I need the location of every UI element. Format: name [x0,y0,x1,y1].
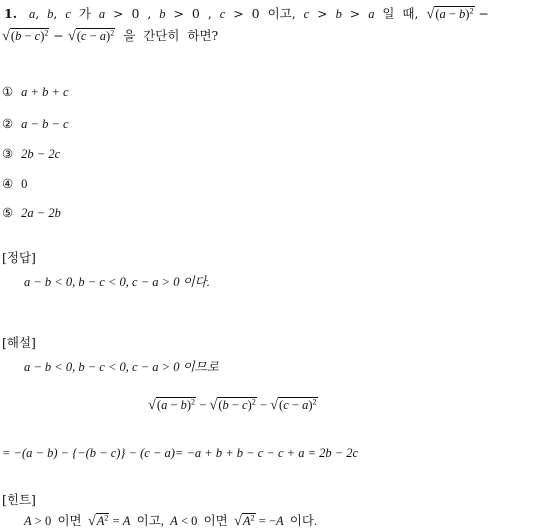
choice-text: a + b + c [21,85,69,99]
explanation-line1: a − b < 0, b − c < 0, c − a > 0 이므로 [24,360,219,374]
choice-5[interactable] [2,205,61,221]
choice-text: 0 [21,177,28,191]
hint-body: A > 0 이면 $√A^2 = A$ 이고, A < 0 이면 $√A^2 = -A$ 이다. [24,513,318,529]
choice-marker: ② [2,116,14,131]
explanation-equation: = −(a − b) − {−(b − c)} − (c − a)= −a + b + b − c − c + a = 2b − 2c [2,446,359,460]
explanation-display-expression: $√(a - b)^2 - √(b - c)^2 - √(c - a)^2$ [148,397,317,413]
choice-4[interactable] [2,176,27,192]
explanation-heading: [해설] [2,335,36,350]
answer-body: a − b < 0, b − c < 0, c − a > 0 이다. [24,275,210,289]
choice-marker: ⑤ [2,205,14,220]
answer-heading: [정답] [2,250,36,265]
hint-heading: [힌트] [2,492,36,507]
question-stem-line2: $√(b - c)^2 - √(c - a)^2$ 을 간단히 하면? [2,28,219,44]
choice-2[interactable] [2,116,69,132]
choice-text: a − b − c [21,117,69,131]
choice-marker: ③ [2,146,14,161]
choice-text: 2b − 2c [21,147,61,161]
choice-3[interactable] [2,146,60,162]
choice-marker: ④ [2,176,14,191]
question-number: 1. [4,6,18,21]
choice-text: 2a − 2b [21,206,61,220]
question-stem-line1: 1. a, b, c 가 a > 0 , b > 0 , c > 0 이고, c > b > a 일 때, $√(a - b)^2$ − [4,6,489,22]
choice-marker: ① [2,84,14,99]
choice-1[interactable] [2,84,69,100]
